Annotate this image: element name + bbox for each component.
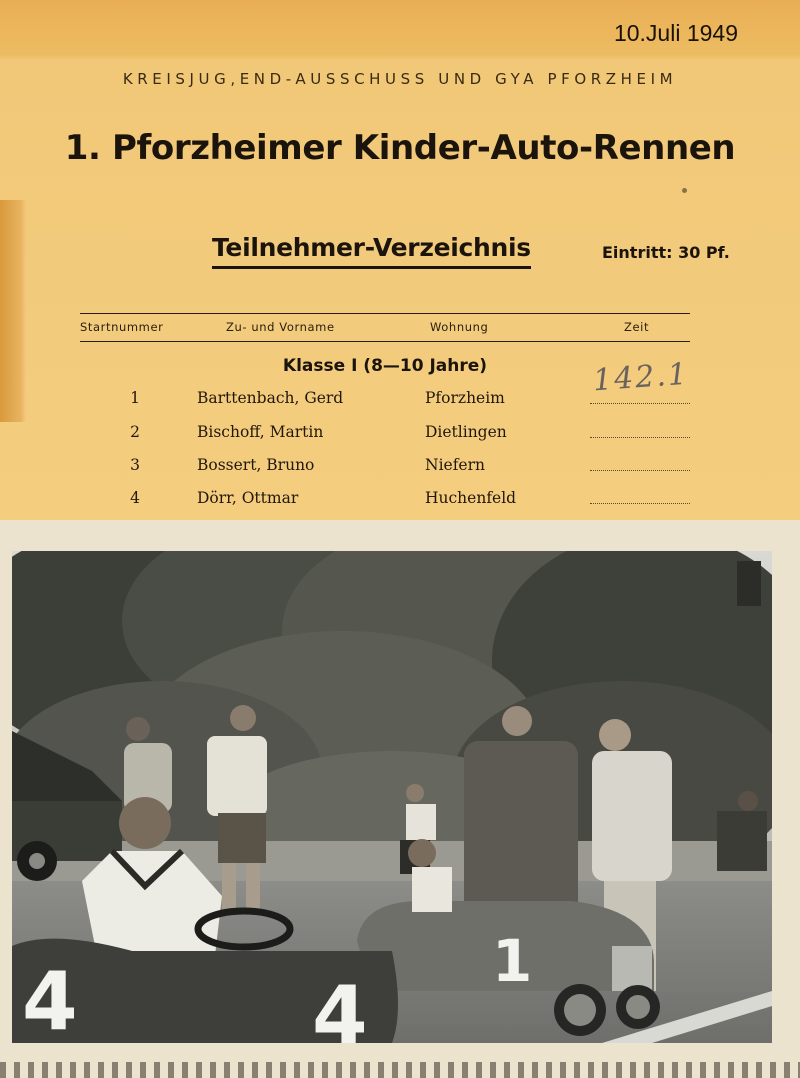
class-heading: Klasse I (8—10 Jahre) — [282, 356, 488, 376]
time-dotted-line — [590, 403, 690, 404]
time-dotted-line — [590, 437, 690, 438]
participant-town: Pforzheim — [425, 389, 505, 407]
start-number: 4 — [130, 489, 140, 507]
photo-illustration — [12, 551, 772, 1043]
car-number-right: 1 — [492, 927, 533, 995]
column-header-name: Zu- und Vorname — [226, 320, 335, 334]
car-number-left-1: 4 — [22, 955, 78, 1043]
header-rule-bottom — [80, 341, 690, 342]
header-rule-top — [80, 313, 690, 314]
start-number: 2 — [130, 423, 140, 441]
organizer-line: KREISJUG,END-AUSSCHUSS UND GYA PFORZHEIM — [122, 70, 678, 88]
time-dotted-line — [590, 503, 690, 504]
car-number-left-2: 4 — [312, 969, 368, 1043]
date-stamp: 10.Juli 1949 — [613, 20, 738, 46]
participant-town: Huchenfeld — [425, 489, 517, 507]
start-number: 3 — [130, 456, 140, 474]
column-header-start-number: Startnummer — [80, 320, 164, 334]
participant-name: Bossert, Bruno — [197, 456, 315, 474]
torn-caption-strip — [0, 1062, 800, 1078]
participant-row — [0, 489, 800, 509]
handwritten-time: 142.1 — [591, 356, 690, 399]
participant-name: Bischoff, Martin — [197, 423, 324, 441]
participant-name: Dörr, Ottmar — [197, 489, 299, 507]
list-subtitle: Teilnehmer-Verzeichnis — [212, 233, 531, 269]
participant-town: Dietlingen — [425, 423, 507, 441]
time-dotted-line — [590, 470, 690, 471]
race-photograph — [12, 551, 772, 1043]
start-number: 1 — [130, 389, 140, 407]
paper-speck — [682, 188, 687, 193]
participant-row — [0, 456, 800, 476]
participant-row — [0, 423, 800, 443]
page-title: 1. Pforzheimer Kinder-Auto-Rennen — [64, 128, 736, 168]
participant-name: Barttenbach, Gerd — [197, 389, 344, 407]
entry-fee: Eintritt: 30 Pf. — [602, 243, 730, 262]
column-header-time: Zeit — [624, 320, 650, 334]
programme-sheet — [0, 0, 800, 520]
participant-row — [0, 389, 800, 409]
column-header-residence: Wohnung — [430, 320, 489, 334]
participant-town: Niefern — [425, 456, 485, 474]
